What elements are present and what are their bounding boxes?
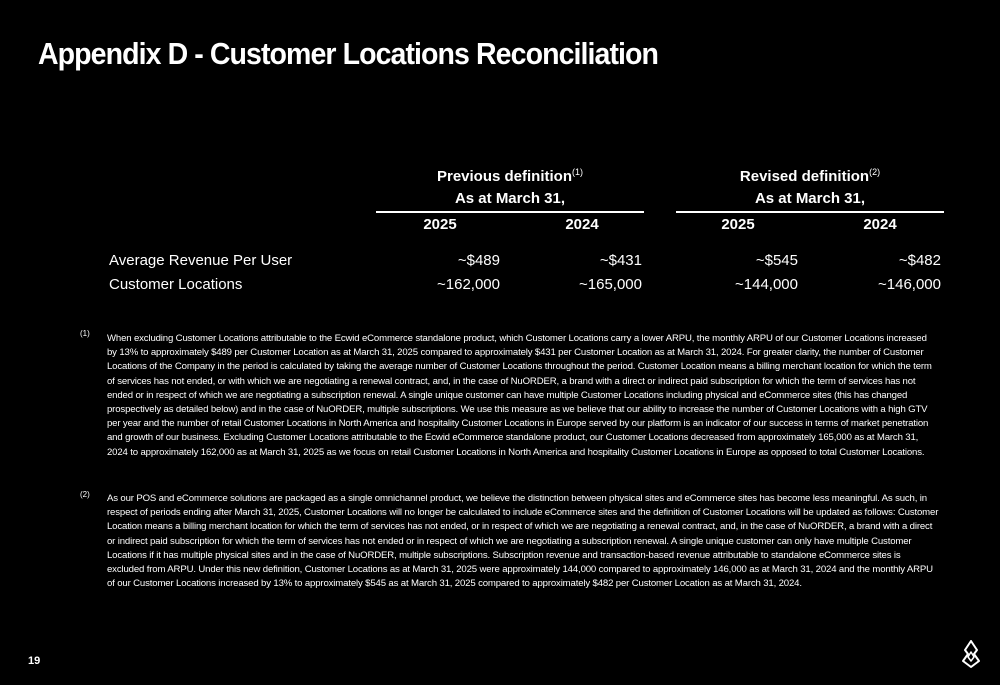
group-rule-previous: [376, 211, 644, 213]
year-header: 2024: [565, 216, 599, 233]
group-heading-revised: [676, 167, 944, 185]
group-rule-revised: [676, 211, 944, 213]
footnote-mark-1: (1): [80, 329, 90, 338]
page-title: Appendix D - Customer Locations Reconciliation: [38, 36, 659, 71]
table-cell: ~144,000: [735, 276, 798, 293]
footnote-ref-2: (2): [869, 167, 881, 177]
year-header: 2025: [423, 216, 457, 233]
group-heading-revised-label: Revised definition: [739, 168, 870, 185]
page-number: 19: [28, 655, 41, 667]
table-cell: ~$482: [898, 252, 941, 269]
footnote-2-text: As our POS and eCommerce solutions are packaged as a single omnichannel product, we believe the distinction between physical sites and eCommerce sites has become less meaningful. As such, in respect of periods ending after March 31, 2025, Customer Locations will no longer be calculated to include eCommerce sites and the definition of Customer Locations will be updated as follows: Customer Location means a billing merchant location for which the term of services has not ended, or in respect of which we are negotiating a renewal contract, and, in the case of NuORDER, a brand with a direct or indirect paid subscription for which the term of services has not ended or in respect of which we are negotiating a subscription renewal. A single unique customer can only have multiple Customer Locations if it has multiple physical sites and in the case of NuORDER, multiple subscriptions. Subscription revenue and transaction-based revenue attributable to standalone eCommerce sites is excluded from ARPU. Under this new definition, Customer Locations as at March 31, 2025 were approximately 144,000 compared to approximately 146,000 as at March 31, 2024 and the monthly ARPU of our Customer Locations increased by 13% to approximately $545 as at March 31, 2025 compared to approximately $482 per Customer Location as at March 31, 2024.: [107, 493, 939, 590]
flame-logo-icon: [960, 640, 982, 668]
table-cell: ~146,000: [878, 276, 941, 293]
year-header: 2024: [863, 216, 897, 233]
table-cell: ~$545: [755, 252, 798, 269]
group-heading-previous-label: Previous definition: [436, 168, 572, 185]
row-label-arpu: Average Revenue Per User: [109, 252, 293, 269]
table-cell: ~162,000: [437, 276, 500, 293]
row-label-customer-locations: Customer Locations: [109, 276, 243, 293]
group-subheading-revised: As at March 31,: [754, 190, 866, 207]
table-cell: ~$489: [457, 252, 500, 269]
group-subheading-previous: As at March 31,: [454, 190, 566, 207]
footnote-ref-1: (1): [572, 167, 583, 177]
footnote-1-text: When excluding Customer Locations attributable to the Ecwid eCommerce standalone product, which Customer Locations carry a lower ARPU, the monthly ARPU of our Customer Locations increased by 13% to approximately $489 per Customer Location as at March 31, 2025 compared to approximately $431 per Customer Location as at March 31, 2024. For greater clarity, the number of Customer Locations of the Company in the period is calculated by taking the average number of Customer Locations throughout the period. Customer Location means a billing merchant location for which the term of services has not ended, or with which we are negotiating a renewal contract, and, in the case of NuORDER, a brand with a direct or indirect paid subscription for which the term of services has not ended or in respect of which we are negotiating a subscription renewal. A single unique customer can have multiple Customer Locations including physical and eCommerce sites (this has changed prospectively as detailed below) and in the case of NuORDER, multiple subscriptions. We use this measure as we believe that our ability to increase the number of Customer Locations with a high GTV per year and the number of retail Customer Locations in North America and hospitality Customer Locations in Europe served by our platform is an indicator of our success in terms of market penetration and growth of our business. Excluding Customer Locations attributable to the Ecwid eCommerce standalone product, our Customer Locations decreased from approximately 165,000 as at March 31, 2024 to approximately 162,000 as at March 31, 2025 as we focus on retail Customer Locations in North America and hospitality Customer Locations in Europe as opposed to total Customer Locations.: [107, 333, 932, 458]
table-cell: ~$431: [599, 252, 642, 269]
footnote-mark-2: (2): [80, 490, 90, 499]
table-cell: ~165,000: [579, 276, 642, 293]
group-heading-previous: [376, 167, 644, 185]
year-header: 2025: [721, 216, 755, 233]
